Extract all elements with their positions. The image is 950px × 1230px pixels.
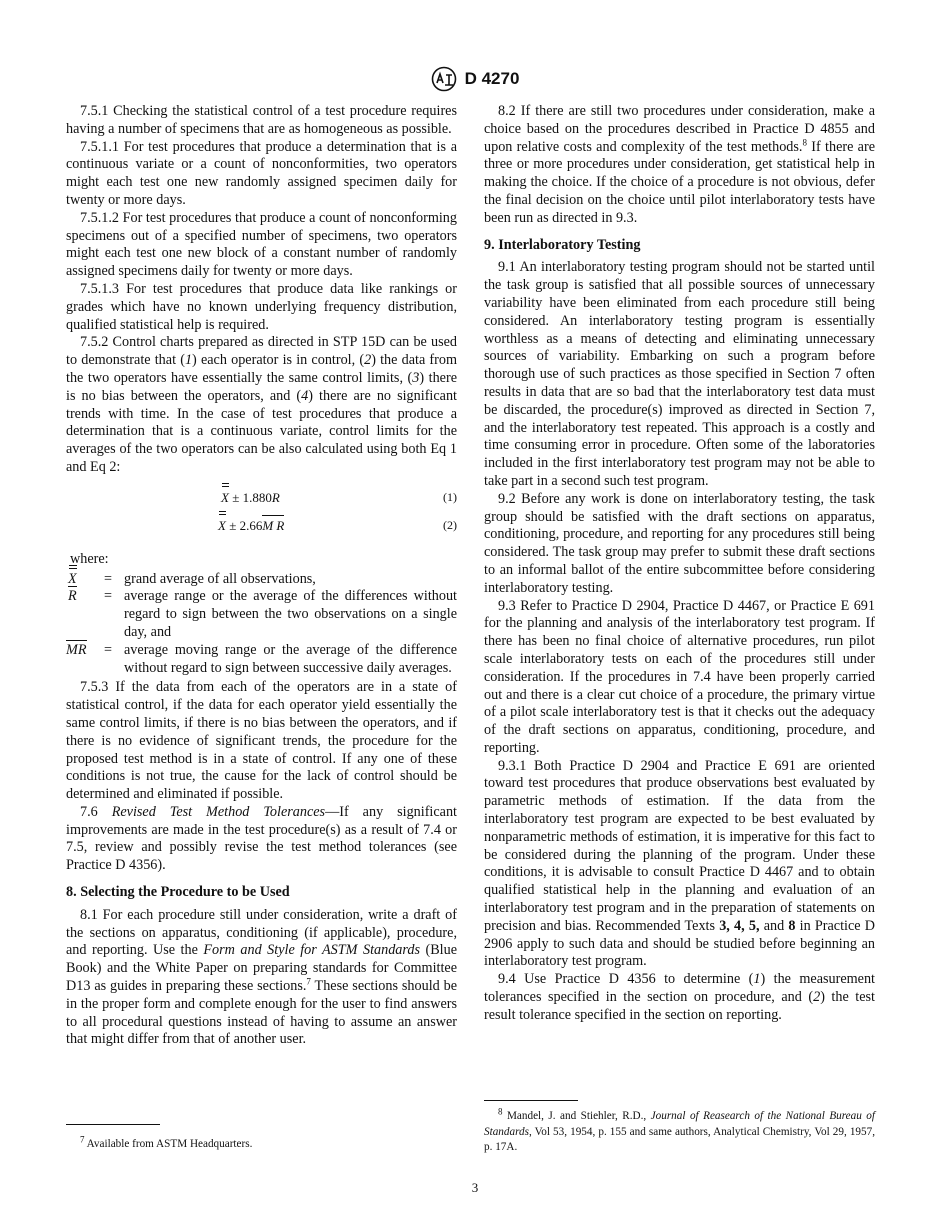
paragraph-9-1: 9.1 An interlaboratory testing program should not be started until the task group is satisfied that all possible sources of unnecessary variability have been eliminated from each procedure still being considered. An interlaboratory testing program is essentially worthless as a means of detecting and eliminating unnecessary sources of variability. Embarking on such a program before thorough use of such practices as those specified in Section 7 often results in data that are so bad that the interlaboratory test data must be discarded, the procedure(s) improved as directed in Section 7, and the interlaboratory test repeated. This approach is a costly and time consuming error in procedure. Often some of the laboratories included in the first interlaboratory test program may not be able to take part in a second such test program. — [484, 259, 875, 489]
footnote-divider — [484, 1100, 578, 1101]
section-9-heading: 9. Interlaboratory Testing — [484, 236, 641, 253]
paragraph-7-5-1: 7.5.1 Checking the statistical control of a test procedure requires having a number of specimens that are as homogeneous as possible. — [66, 103, 457, 137]
footnote-divider — [66, 1124, 160, 1125]
definition-row: R = average range or the average of the differences without regard to sign between the two observations on a single day, and — [68, 588, 457, 640]
paragraph-9-2: 9.2 Before any work is done on interlaboratory testing, the task group should be satisfied with the draft sections on apparatus, conditioning, procedure, and reporting for any procedures still being considered. The task group may prefer to submit these draft sections to an informal ballot of the entire subcommittee before considering interlaboratory testing. — [484, 490, 875, 596]
paragraph-9-3: 9.3 Refer to Practice D 2904, Practice D 4467, or Practice E 691 for the planning and analysis of the interlaboratory test program. If there has been no final choice of alternative procedures, run pilot scale interlaboratory tests on each of the procedures still under consideration. If the procedures in 7.4 have been properly carried out and there is a clear cut choice of a procedure, the primary virtue of a pilot scale interlaboratory test is that it checks out the adequacy of the draft sections on apparatus, conditioning, procedure, and reporting. — [484, 597, 875, 756]
paragraph-7-5-2: 7.5.2 Control charts prepared as directed in STP 15D can be used to demonstrate that (1) each operator is in control, (2) the data from the two operators have essentially the same control limits, (3) there is no bias between the operators, and (4) there are no significant trends with time. In the case of test procedures that produce a determination that is a continuous variate, control limits for the averages of the two operators can be also calculated using both Eq 1 and Eq 2: — [66, 334, 458, 475]
paragraph-8-2: 8.2 If there are still two procedures under consideration, make a choice based on the procedures described in Practice D 4855 and upon relative costs and complexity of the test methods.$^8$ If there are three or more procedures under consideration, get statistical help in making the choice. If the choice of a procedure is not obvious, defer the final decision on the choice until pilot interlaboratory tests have been run as directed in 9.3. — [484, 103, 876, 226]
designation: D 4270 — [464, 69, 520, 88]
page-number: 3 — [471, 1180, 479, 1195]
paragraph-9-4: 9.4 Use Practice D 4356 to determine (1) the measurement tolerances specified in the section on procedure, and (2) the test result tolerance specified in the section on reporting. — [484, 971, 875, 1023]
paragraph-7-5-3: 7.5.3 If the data from each of the operators are in a state of statistical control, if the data for each operator yield essentially the same control limits, if there is no bias between the operators, and if there is no evidence of significant trends, the procedure for the proposed test method is in a state of control. If any one of these conditions is not true, the cause for the lack of control should be determined and eliminated if possible. — [66, 679, 457, 803]
definition-row: X = grand average of all observations, — [68, 570, 316, 587]
paragraph-7-5-1-2: 7.5.1.2 For test procedures that produce a count of nonconforming specimens out of a specified number of specimens, two operators might each test one new block of a constant number of randomly assigned specimens daily for twenty or more days. — [66, 209, 457, 280]
equation-2: X ± 2.66M R (2) — [218, 517, 457, 533]
paragraph-7-5-1-1: 7.5.1.1 For test procedures that produce a determination that is a continuous variate or a count of nonconformities, two operators might each test one new randomly assigned specimen daily for twenty or more days. — [66, 138, 457, 208]
definition-row: MR = average moving range or the average of the difference without regard to sign between successive daily averages. — [66, 641, 457, 676]
right-column — [484, 103, 875, 1025]
astm-logo-icon — [431, 66, 457, 92]
equation-number: (1) — [443, 489, 457, 504]
footnote-7: $^7$ Available from ASTM Headquarters. — [66, 1124, 457, 1153]
equation-1: X ± 1.880R (1) — [221, 489, 457, 505]
section-8-heading: 8. Selecting the Procedure to be Used — [66, 884, 290, 901]
footnote-8: $^8$ Mandel, J. and Stiehler, R.D., Journal of Reasearch of the National Bureau of Standards, Vol 53, 1954, p. 155 and same authors, Analytical Chemistry, Vol 29, 1957, p. 17A. — [484, 1100, 875, 1156]
where-label: where: — [70, 550, 109, 567]
paragraph-7-5-1-3: 7.5.1.3 For test procedures that produce data like rankings or grades which have no known underlying frequency distribution, qualified statistical help is required. — [66, 280, 457, 333]
left-column — [66, 103, 457, 1049]
paragraph-9-3-1: 9.3.1 Both Practice D 2904 and Practice E 691 are oriented toward test procedures that produce observations best evaluated by parametric methods of estimation. If the data from the interlaboratory test program are expected to be best evaluated by nonparametric methods of estimation, it is imperative for this fact to be considered during the planning of the program. Under these conditions, it is advisable to consult Practice D 4467 and to obtain qualified statistical help in the planning and evaluation of an interlaboratory test program and in the preparation of statements on precision and bias. Recommended Texts 3, 4, 5, and 8 in Practice D 2906 apply to such data and should be studied before beginning an interlaboratory test program. — [484, 757, 875, 970]
symbol-definitions — [66, 571, 457, 678]
page-header — [0, 66, 950, 92]
paragraph-8-1: 8.1 For each procedure still under consideration, write a draft of the sections on apparatus, conditioning (if applicable), procedure, and reporting. Use the Form and Style for ASTM Standards (Blue Book) and the White Paper on preparing standards for Committee D13 as guides in preparing these sections.$^7$ These sections should be in the proper form and complete enough for the user to find answers to all procedural questions instead of having to assume an answer that might differ from that of another user. — [66, 906, 458, 1048]
equation-number: (2) — [443, 517, 457, 532]
paragraph-7-6: 7.6 Revised Test Method Tolerances—If any significant improvements are made in the test procedure(s) as a result of 7.4 or 7.5, review and possibly revise the test method tolerances (see Practice D 4356). — [66, 803, 458, 874]
